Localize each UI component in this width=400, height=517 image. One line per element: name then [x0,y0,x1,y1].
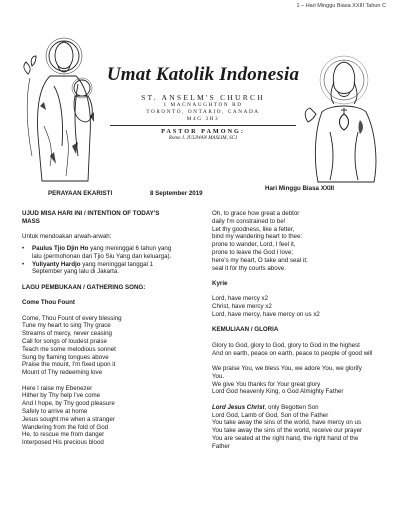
intention-heading: MASS [22,217,40,225]
gloria-line: We give You thanks for Your great glory [212,380,321,388]
lyric-line: prone to leave the God I love; [212,248,294,256]
lyric-line: here's my heart, O take and seal it; [212,256,308,264]
left-column [22,210,207,447]
lyric-line: Hither by Thy help I've come [22,392,101,400]
gloria-line: Father [212,442,230,450]
prayer-text: yang meninggal tanggal 1 [80,260,154,268]
kyrie-line: Lord, have mercy x2 [212,295,269,303]
address-line: TORONTO, ONTARIO, CANADA [146,108,260,115]
page-header-note: 1 – Hari Minggu Biasa XXIII Tahun C [296,3,386,9]
lyric-line: seal it for thy courts above. [212,264,286,272]
kyrie-line: Christ, have mercy x2 [212,303,272,311]
bullet-icon: • [22,244,25,252]
lyric-line: bind my wandering heart to thee: [212,233,303,241]
pastor-label: PASTOR PAMONG: [161,128,245,136]
kyrie-line: Lord, have mercy, have mercy on us x2 [212,310,320,318]
intention-intro: Untuk mendoakan arwah-arwah: [22,233,112,241]
prayer-text: yang meninggal 6 tahun yang [88,244,172,252]
lyric-line: Jesus sought me when a stranger [22,415,115,423]
masthead-divider [110,125,296,126]
gloria-line: Glory to God, glory to God, glory to God in the highest [212,341,360,349]
gathering-song-heading: LAGU PEMBUKAAN / GATHERING SONG: [22,283,146,291]
prayer-text: September yang lalu di Jakarta. [32,268,120,276]
gloria-emphasis: Lord Jesus Christ [212,403,265,411]
deceased-name: Yuliyanty Hardjo [32,260,81,268]
lyric-line: Mount of Thy redeeming love [22,369,103,377]
lyric-line: Come, Thou Fount of every blessing [22,314,122,322]
lyric-line: Tune my heart to sing Thy grace [22,322,111,330]
church-name: ST. ANSELM'S CHURCH [141,93,265,102]
mass-type: PERAYAAN EKARISTI [48,190,113,197]
right-column [212,210,392,450]
lyric-line: Call for songs of loudest praise [22,337,107,345]
intention-heading: UJUD MISA HARI INI / INTENTION OF TODAY'S [22,210,160,217]
liturgical-week: Hari Minggu Biasa XXIII [265,185,335,192]
saint-with-child-illustration [20,26,102,186]
lyric-line: Interposed His precious blood [22,439,104,447]
gloria-line: Lord God heavenly King, o God Almighty Father [212,388,344,396]
address-line: M4G 3H3 [186,115,220,122]
lyric-line: prone to wander, Lord, I feel it, [212,241,296,249]
gloria-line: You. [212,372,225,380]
lyric-line: Safely to arrive at home [22,407,88,415]
lyric-line: Praise the mount, I'm fixed upon it [22,361,116,369]
gloria-line: And on earth, peace on earth, peace to people of good will [212,349,373,357]
masthead-title: Umat Katolik Indonesia [106,64,300,85]
sacred-heart-illustration [300,52,384,184]
song-verse-3 [212,210,392,272]
kyrie-heading: Kyrie [212,279,228,287]
gloria-line: You take away the sins of the world, have mercy on us [212,419,362,427]
mass-date: 8 September 2019 [150,190,203,197]
song-verse-2 [22,385,207,447]
lyric-line: Here I raise my Ebenezer [22,384,93,392]
lyric-line: He, to rescue me from danger [22,431,105,439]
prayer-text: lalu (permohonan dari Tjio Siu Yang dan keluarga). [32,252,172,260]
song-title: Come Thou Fount [22,299,75,307]
lyric-line: Wandering from the fold of God [22,423,109,431]
gloria-heading: KEMULIAAN / GLORIA [212,326,279,334]
deceased-name: Paulus Tjio Djin Ho [32,244,89,252]
gloria-line: You take away the sins of the world, receive our prayer [212,427,363,435]
list-item [22,261,207,277]
address-line: 1 MACNAUGHTON RD [163,102,243,108]
list-item [22,245,207,261]
gloria-line: You are seated at the right hand, the right hand of the [212,434,359,442]
lyric-line: Teach me some melodious sonnet [22,345,116,353]
lyric-line: And I hope, by Thy good pleasure [22,400,115,408]
gloria-line [212,404,392,412]
bullet-icon: • [22,260,25,268]
lyric-line: Sung by flaming tongues above [22,353,109,361]
gloria-text: , only Begotten Son [264,403,319,411]
gloria-line: We praise You, we bless You, we adore You, we glorify [212,364,362,372]
masthead [104,65,302,141]
song-verse-1 [22,315,207,377]
gloria-line: Lord God, Lamb of God, Son of the Father [212,411,329,419]
lyric-line: Let thy goodness, like a fetter, [212,225,295,233]
lyric-line: Streams of mercy, never ceasing [22,330,112,338]
lyric-line: Oh, to grace how great a debtor [212,210,300,217]
lyric-line: daily I'm constrained to be! [212,217,286,225]
pastor-name: Romo J. JULIWAN MASLIM, SCJ [168,136,238,142]
